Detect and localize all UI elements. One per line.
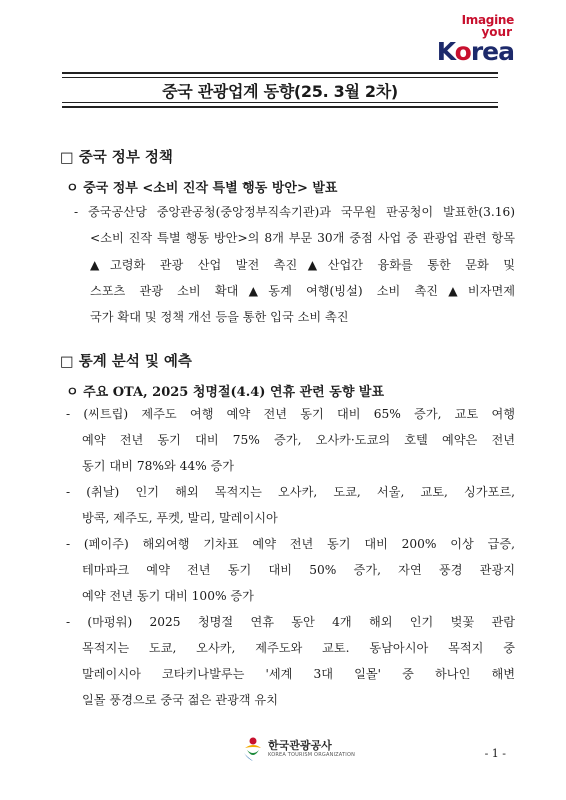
body-line: 방콕, 제주도, 푸켓, 발리, 말레이시아 — [82, 511, 278, 525]
kto-english-name: KOREA TOURISM ORGANIZATION — [268, 752, 356, 758]
body-line: <소비 진작 특별 행동 방안>의 8개 부문 30개 중점 사업 중 관광업 관련 항목 — [90, 231, 515, 245]
body-line: 국가 확대 및 정책 개선 등을 통한 입국 소비 촉진 — [90, 310, 349, 324]
title-box — [62, 72, 498, 108]
body-line: 테마파크 예약 전년 동기 대비 50% 증가, 자연 풍경 관광지 — [82, 563, 515, 577]
section-heading-policy: □ 중국 정부 정책 — [60, 150, 173, 166]
page-title: 중국 관광업계 동향(25. 3월 2차) — [162, 81, 398, 101]
body-line: 스포츠 관광 소비 확대▲동계 여행(빙설) 소비 촉진▲비자면제 — [90, 284, 515, 298]
body-line: 예약 전년 동기 대비 75% 증가, 오사카·도쿄의 호텔 예약은 전년 — [82, 433, 515, 447]
subheading-ota-qingming: ㅇ 주요 OTA, 2025 청명절(4.4) 연휴 관련 동향 발표 — [66, 385, 385, 400]
kto-emblem-icon — [242, 736, 264, 762]
body-line: 말레이시아 코타키나발루는 '세계 3대 일몰' 중 하나인 해변 — [82, 667, 515, 681]
body-line: - (페이주) 해외여행 기차표 예약 전년 동기 대비 200% 이상 급증, — [66, 537, 515, 551]
kto-name: 한국관광공사 — [268, 739, 332, 752]
body-line: - (마펑워) 2025 청명절 연휴 동안 4개 해외 인기 벚꽃 관람 — [66, 615, 515, 629]
page-number: - 1 - — [484, 747, 506, 760]
logo-letter-o: o — [454, 37, 471, 66]
body-line: 일몰 풍경으로 중국 젊은 관광객 유치 — [82, 693, 278, 707]
kto-footer-logo — [242, 736, 355, 762]
body-line: - 중국공산당 중앙관공청(중앙정부직속기관)과 국무원 판공청이 발표한(3.16) — [74, 205, 515, 219]
body-line: ▲고령화 관광 산업 발전 촉진▲산업간 융화를 통한 문화 및 — [90, 258, 515, 272]
logo-letter-k: K — [436, 37, 455, 66]
body-line: - (씨트립) 제주도 여행 예약 전년 동기 대비 65% 증가, 교토 여행 — [66, 407, 515, 421]
logo-line-imagine: Imagine — [461, 13, 514, 27]
body-line: 목적지는 도쿄, 오사카, 제주도와 교토. 동남아시아 목적지 중 — [82, 641, 515, 655]
body-line: - (취날) 인기 해외 목적지는 오사카, 도쿄, 서울, 교토, 싱가포르, — [66, 485, 515, 499]
body-line: 동기 대비 78%와 44% 증가 — [82, 459, 235, 473]
imagine-your-korea-logo — [428, 14, 514, 72]
logo-line-your: your — [481, 25, 512, 39]
subheading-consumption-plan: ㅇ 중국 정부 <소비 진작 특별 행동 방안> 발표 — [66, 181, 338, 196]
body-line: 예약 전년 동기 대비 100% 증가 — [82, 589, 254, 603]
logo-line-korea — [428, 38, 514, 66]
section-heading-statistics: □ 통계 분석 및 예측 — [60, 354, 192, 370]
logo-letters-rea: rea — [470, 37, 514, 66]
